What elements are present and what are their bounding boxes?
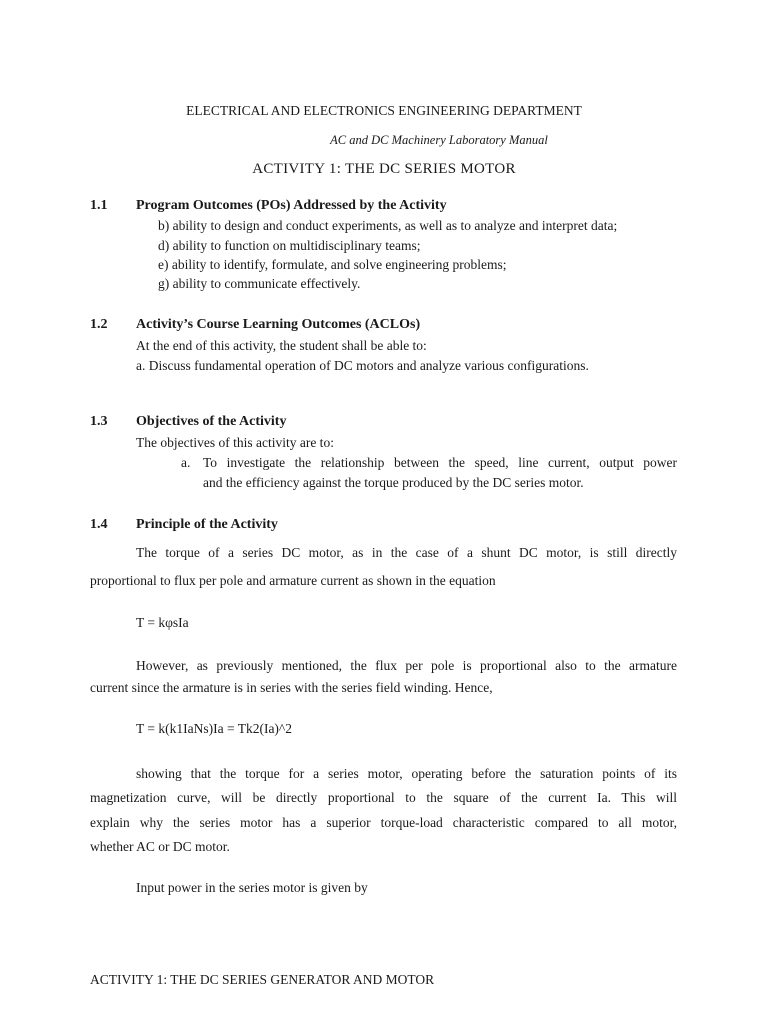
paragraph-line: showing that the torque for a series motor, operating before the saturation points of its	[136, 766, 677, 781]
paragraph-line: explain why the series motor has a superior torque-load characteristic compared to all motor,	[90, 815, 677, 830]
activity-title: ACTIVITY 1: THE DC SERIES MOTOR	[252, 161, 516, 177]
paragraph-line: current since the armature is in series with the series field winding. Hence,	[90, 680, 493, 695]
equation: T = k(k1IaNs)Ia = Tk2(Ia)^2	[136, 721, 293, 736]
section-number: 1.4	[90, 517, 108, 532]
section-heading: Activity’s Course Learning Outcomes (ACLOs)	[136, 317, 421, 332]
paragraph-line: However, as previously mentioned, the flux per pole is proportional also to the armature	[136, 658, 677, 673]
section-number: 1.1	[90, 198, 108, 213]
department-header: ELECTRICAL AND ELECTRONICS ENGINEERING DEPARTMENT	[186, 103, 582, 118]
list-marker: a.	[181, 455, 191, 470]
section-heading: Principle of the Activity	[136, 517, 278, 532]
section-heading: Program Outcomes (POs) Addressed by the Activity	[136, 198, 447, 213]
paragraph-line: magnetization curve, will be directly proportional to the square of the current Ia. This will	[90, 790, 677, 805]
section-number: 1.3	[90, 414, 108, 429]
equation: T = kφsIa	[136, 615, 189, 630]
section-intro: The objectives of this activity are to:	[136, 435, 334, 450]
section-heading: Objectives of the Activity	[136, 414, 287, 429]
list-item: g) ability to communicate effectively.	[158, 276, 361, 291]
list-item: b) ability to design and conduct experiments, as well as to analyze and interpret data;	[158, 218, 618, 233]
section-intro: At the end of this activity, the student shall be able to:	[136, 338, 427, 353]
list-item: To investigate the relationship between the speed, line current, output power	[203, 455, 677, 470]
list-item-continuation: and the efficiency against the torque produced by the DC series motor.	[203, 475, 584, 490]
list-item: d) ability to function on multidisciplinary teams;	[158, 238, 421, 253]
paragraph-line: proportional to flux per pole and armature current as shown in the equation	[90, 573, 496, 588]
manual-subtitle: AC and DC Machinery Laboratory Manual	[330, 133, 548, 147]
list-item: a. Discuss fundamental operation of DC motors and analyze various configurations.	[136, 358, 589, 373]
paragraph-line: whether AC or DC motor.	[90, 839, 230, 854]
paragraph-line: Input power in the series motor is given by	[136, 880, 368, 895]
list-item: e) ability to identify, formulate, and solve engineering problems;	[158, 257, 507, 272]
paragraph-line: The torque of a series DC motor, as in the case of a shunt DC motor, is still directly	[136, 545, 677, 560]
page-footer: ACTIVITY 1: THE DC SERIES GENERATOR AND MOTOR	[90, 972, 435, 987]
section-number: 1.2	[90, 317, 108, 332]
